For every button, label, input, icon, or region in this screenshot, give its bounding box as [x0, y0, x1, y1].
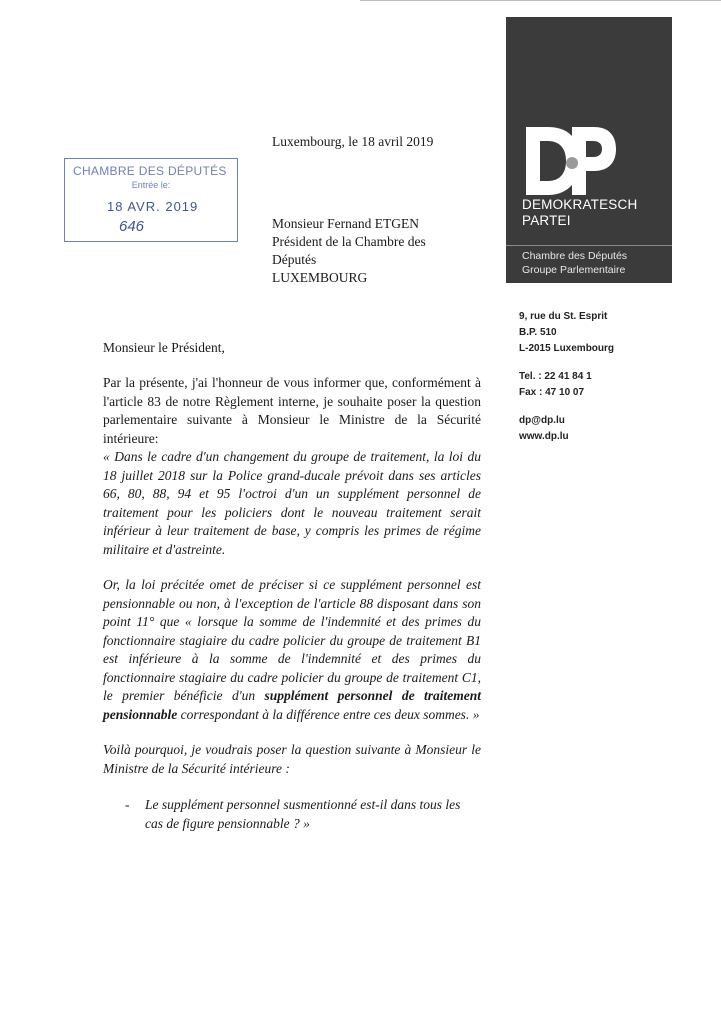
group-line1: Chambre des Députés: [522, 250, 628, 262]
stamp-entry-label: Entrée le:: [131, 180, 171, 190]
recipient-city: LUXEMBOURG: [272, 270, 368, 285]
paragraph-2-bold: supplément personnel de traitement pensionnable: [103, 688, 481, 722]
stamp-date: 18 AVR. 2019: [107, 199, 199, 214]
party-name-line1: DEMOKRATESCH: [522, 197, 638, 212]
party-name: [522, 197, 637, 229]
address-fax: Fax : 47 10 07: [519, 387, 585, 398]
bullet-dash: -: [125, 797, 130, 812]
reception-stamp: [64, 158, 238, 242]
group-line2: Groupe Parlementaire: [522, 264, 626, 276]
sender-address: [519, 309, 614, 445]
question-paragraph-3: Voilà pourquoi, je voudrais poser la question suivante à Monsieur le Ministre de la Sécurité intérieure :: [103, 742, 481, 776]
stamp-chamber-label: CHAMBRE DES DÉPUTÉS: [73, 164, 227, 178]
logo-divider: [506, 245, 672, 246]
recipient-name: Monsieur Fernand ETGEN: [272, 216, 419, 231]
paragraph-2-start: Or, la loi précitée omet de préciser si ce supplément personnel est pensionnable ou non, à l'exception de l'article 88 disposant dans son point 11° que « lorsque la somme de l'indemnité et des primes du fonctionnaire stagiaire du cadre policier du groupe de traitement B1 est inférieure à la somme de l'indemnité et des primes du fonctionnaire stagiaire du cadre policier du groupe de traitement C1, le premier bénéficie d'un: [103, 577, 481, 703]
address-street: 9, rue du St. Esprit: [519, 311, 608, 322]
party-logo-block: [506, 17, 672, 283]
recipient-block: [272, 215, 472, 287]
bullet-text: Le supplément personnel susmentionné est-il dans tous les cas de figure pensionnable ? »: [145, 797, 461, 831]
question-bullet: [125, 796, 481, 833]
letter-body: [103, 374, 481, 833]
address-tel: Tel. : 22 41 84 1: [519, 371, 592, 382]
address-email: dp@dp.lu: [519, 415, 565, 426]
address-city: L-2015 Luxembourg: [519, 343, 615, 354]
question-paragraph-1: « Dans le cadre d'un changement du groupe de traitement, la loi du 18 juillet 2018 sur la Police grand-ducale prévoit dans ses articles 66, 80, 88, 94 et 95 l'octroi d'un un supplément personnel de traitement pour les policiers dont le nouveau traitement serait inférieur à leur traitement de base, y compris les primes de régime militaire et d'astreinte.: [103, 449, 481, 557]
paragraph-2-end: correspondant à la différence entre ces deux sommes. »: [177, 706, 480, 722]
party-name-line2: PARTEI: [522, 213, 571, 228]
intro-paragraph: Par la présente, j'ai l'honneur de vous informer que, conformément à l'article 83 de notre Règlement interne, je souhaite poser la question parlementaire suivante à Monsieur le Ministre de la Sécurité intérieure:: [103, 375, 481, 446]
stamp-number: 646: [119, 218, 145, 235]
question-paragraph-2: [103, 576, 481, 724]
address-bp: B.P. 510: [519, 327, 557, 338]
parliamentary-group: [522, 249, 627, 277]
dp-logo-mark: [522, 123, 618, 203]
recipient-title: Président de la Chambre des Députés: [272, 234, 426, 267]
scan-edge-line: [360, 0, 721, 1]
salutation: Monsieur le Président,: [103, 340, 225, 355]
address-web: www.dp.lu: [519, 431, 569, 442]
letter-date: Luxembourg, le 18 avril 2019: [272, 134, 434, 149]
